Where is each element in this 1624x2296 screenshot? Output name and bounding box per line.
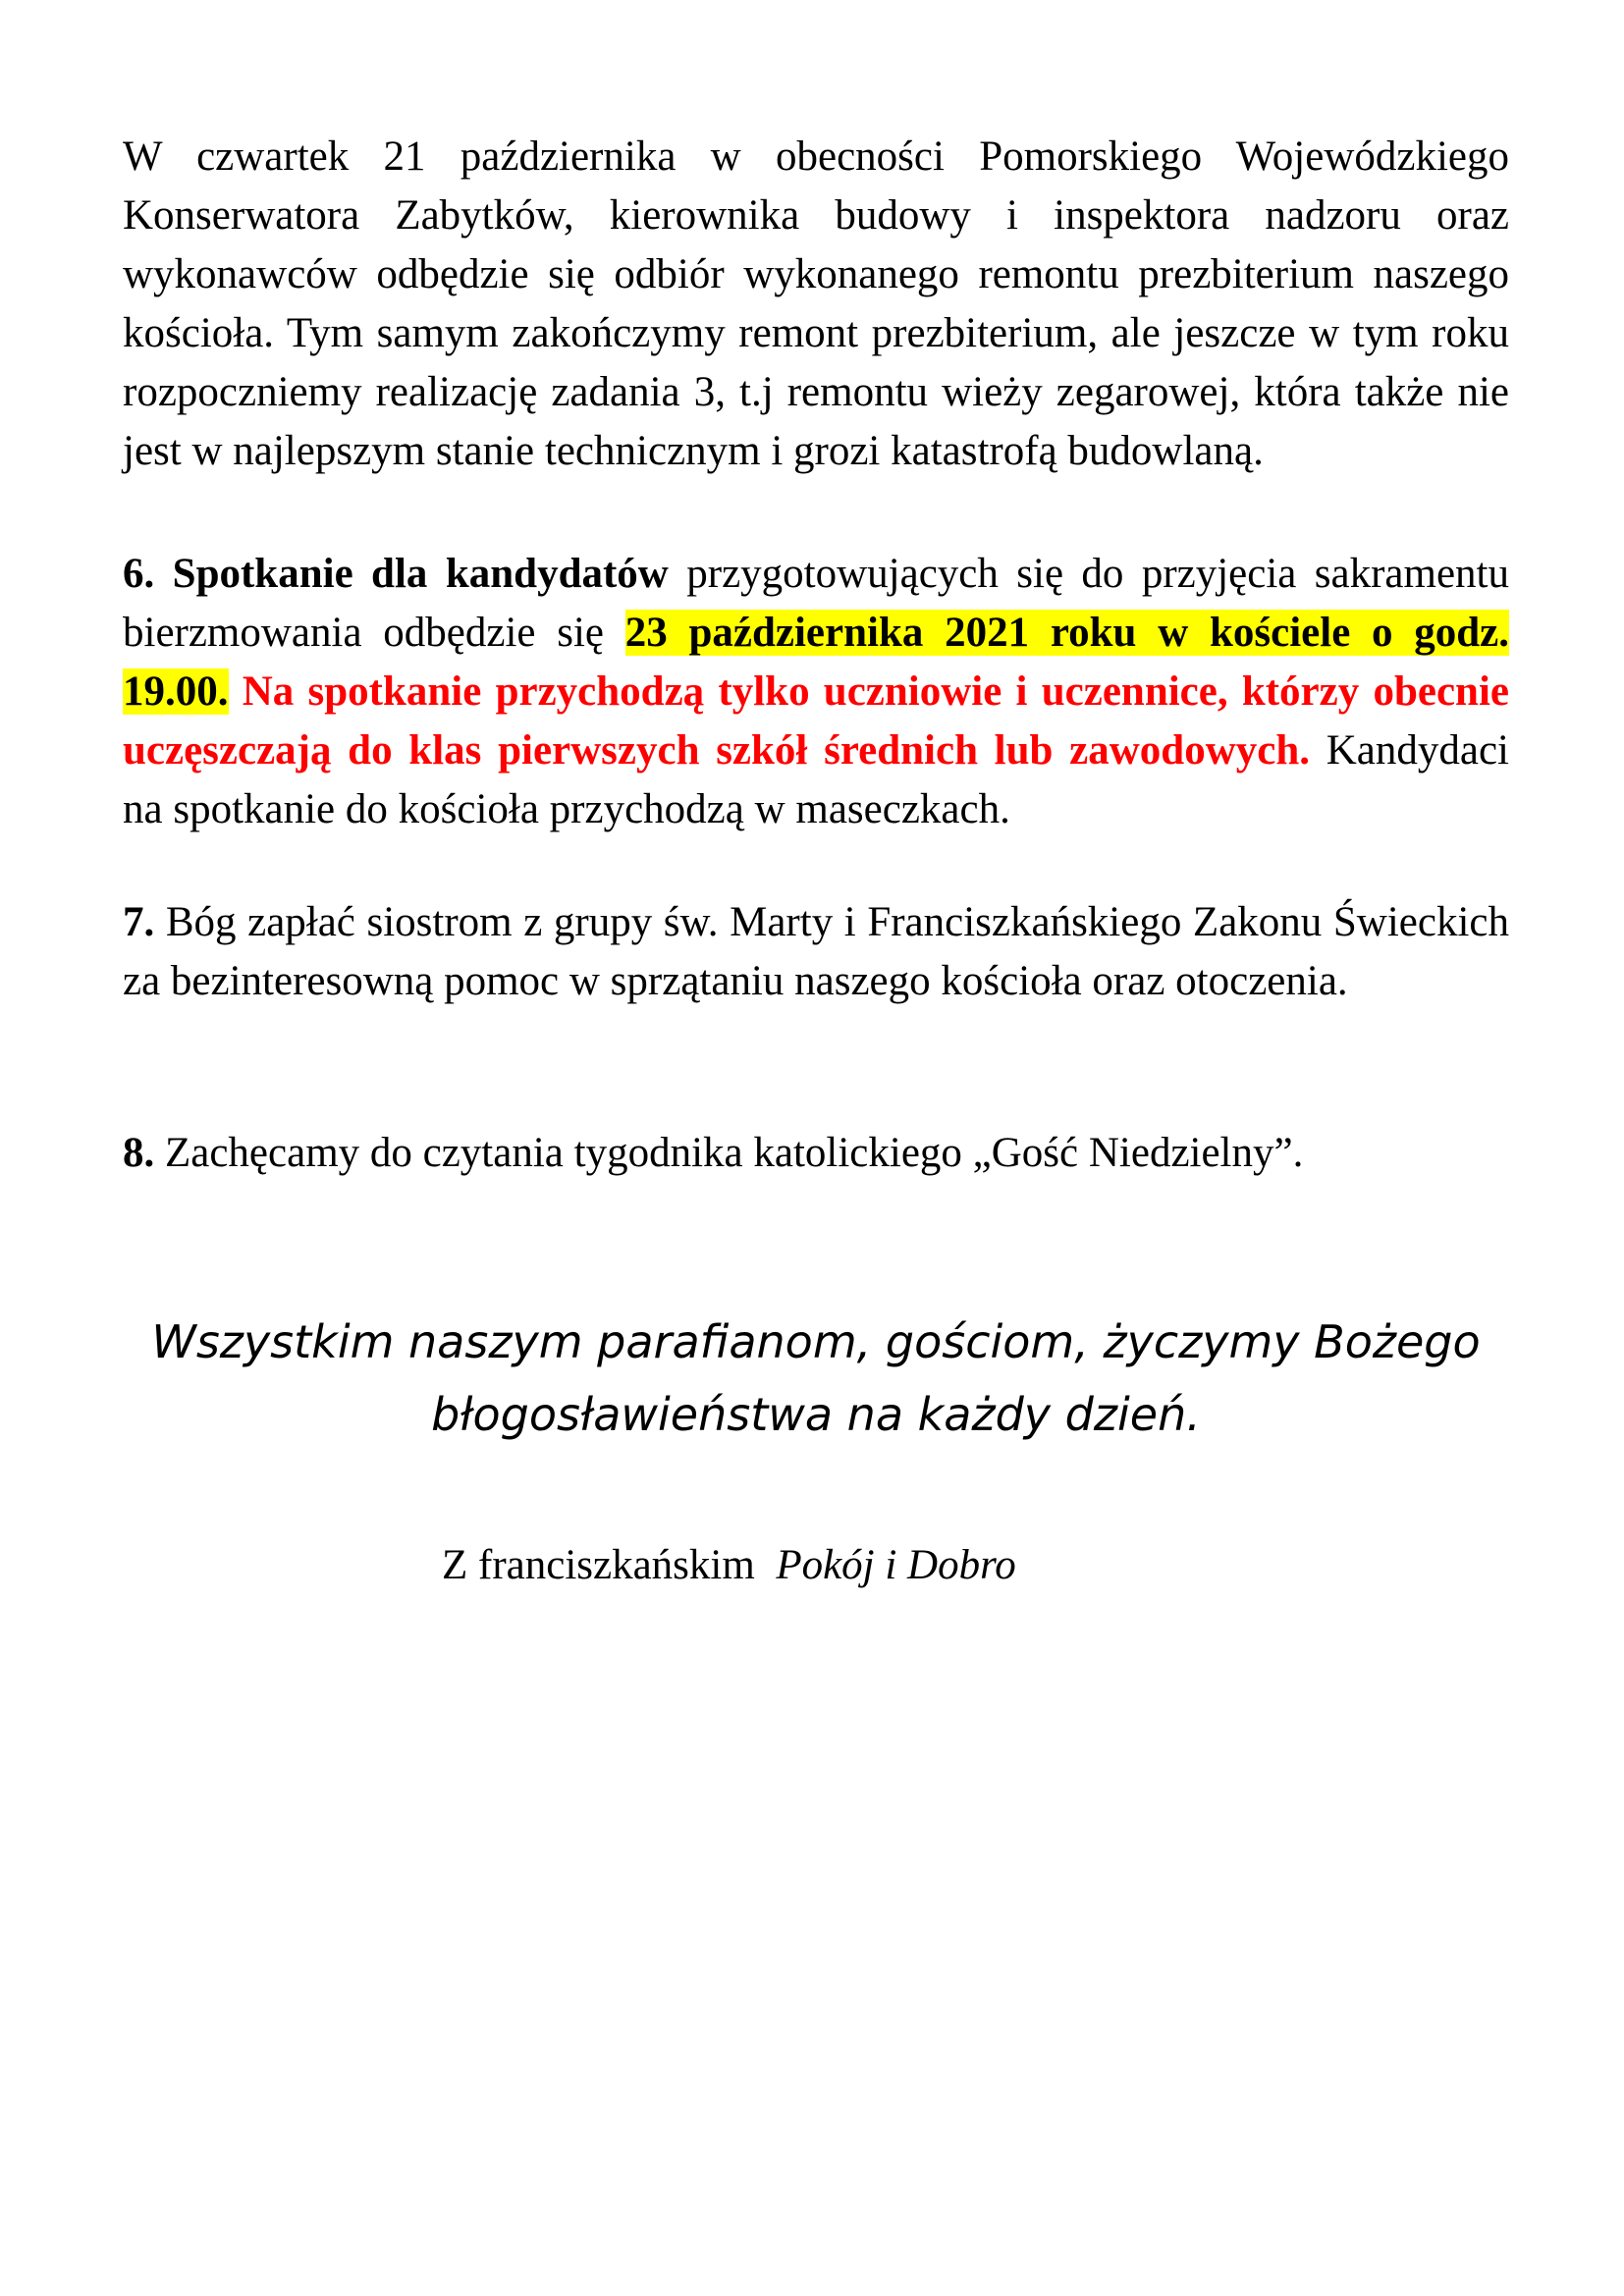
item-6-attendance-notice: Na spotkanie przychodzą tylko uczniowie i uczennice, którzy obecnie uczęszczają do klas pierwszych szkół średnich lub zawodowych. bbox=[123, 668, 1509, 774]
paragraph-renovation-text: W czwartek 21 października w obecności Pomorskiego Wojewódzkiego Konserwatora Zabytków, kierownika budowy i inspektora nadzoru oraz wykonawców odbędzie się odbiór wykonanego remontu prezbiterium naszego kościoła. Tym samym zakończymy remont prezbiterium, ale jeszcze w tym roku rozpoczniemy realizację zadania 3, t.j remontu wieży zegarowej, która także nie jest w najlepszym stanie technicznym i grozi katastrofą budowlaną. bbox=[123, 133, 1509, 474]
closing-greeting bbox=[442, 1536, 1016, 1595]
item-7-text: Bóg zapłać siostrom z grupy św. Marty i Franciszkańskiego Zakonu Świeckich za bezinteresowną pomoc w sprzątaniu naszego kościoła oraz otoczenia. bbox=[123, 899, 1509, 1004]
paragraph-newspaper bbox=[123, 1124, 1509, 1183]
item-7-number: 7. bbox=[123, 899, 155, 945]
paragraph-thanks bbox=[123, 893, 1509, 1011]
item-6-text: przygotowujących się do przyjęcia sakramentu bierzmowania odbędzie się bbox=[123, 551, 1509, 656]
item-6-date-highlight: 23 października 2021 roku w kościele o godz. 19.00. bbox=[123, 610, 1509, 715]
blessing-line-2: błogosławieństwa na każdy dzień. bbox=[431, 1388, 1201, 1441]
item-8-number: 8. bbox=[123, 1130, 155, 1176]
item-6-heading: 6. Spotkanie dla kandydatów bbox=[123, 551, 669, 597]
blessing-message bbox=[123, 1306, 1509, 1451]
item-6-mask-notice: Kandydaci na spotkanie do kościoła przychodzą w maseczkach. bbox=[123, 727, 1509, 832]
paragraph-confirmation-meeting bbox=[123, 545, 1509, 839]
item-8-text: Zachęcamy do czytania tygodnika katolickiego „Gość Niedzielny”. bbox=[154, 1130, 1304, 1176]
paragraph-renovation bbox=[123, 128, 1509, 481]
closing-motto: Pokój i Dobro bbox=[776, 1542, 1016, 1588]
blessing-line-1: Wszystkim naszym parafianom, gościom, życzymy Bożego bbox=[151, 1315, 1481, 1368]
closing-prefix: Z franciszkańskim bbox=[442, 1542, 777, 1588]
